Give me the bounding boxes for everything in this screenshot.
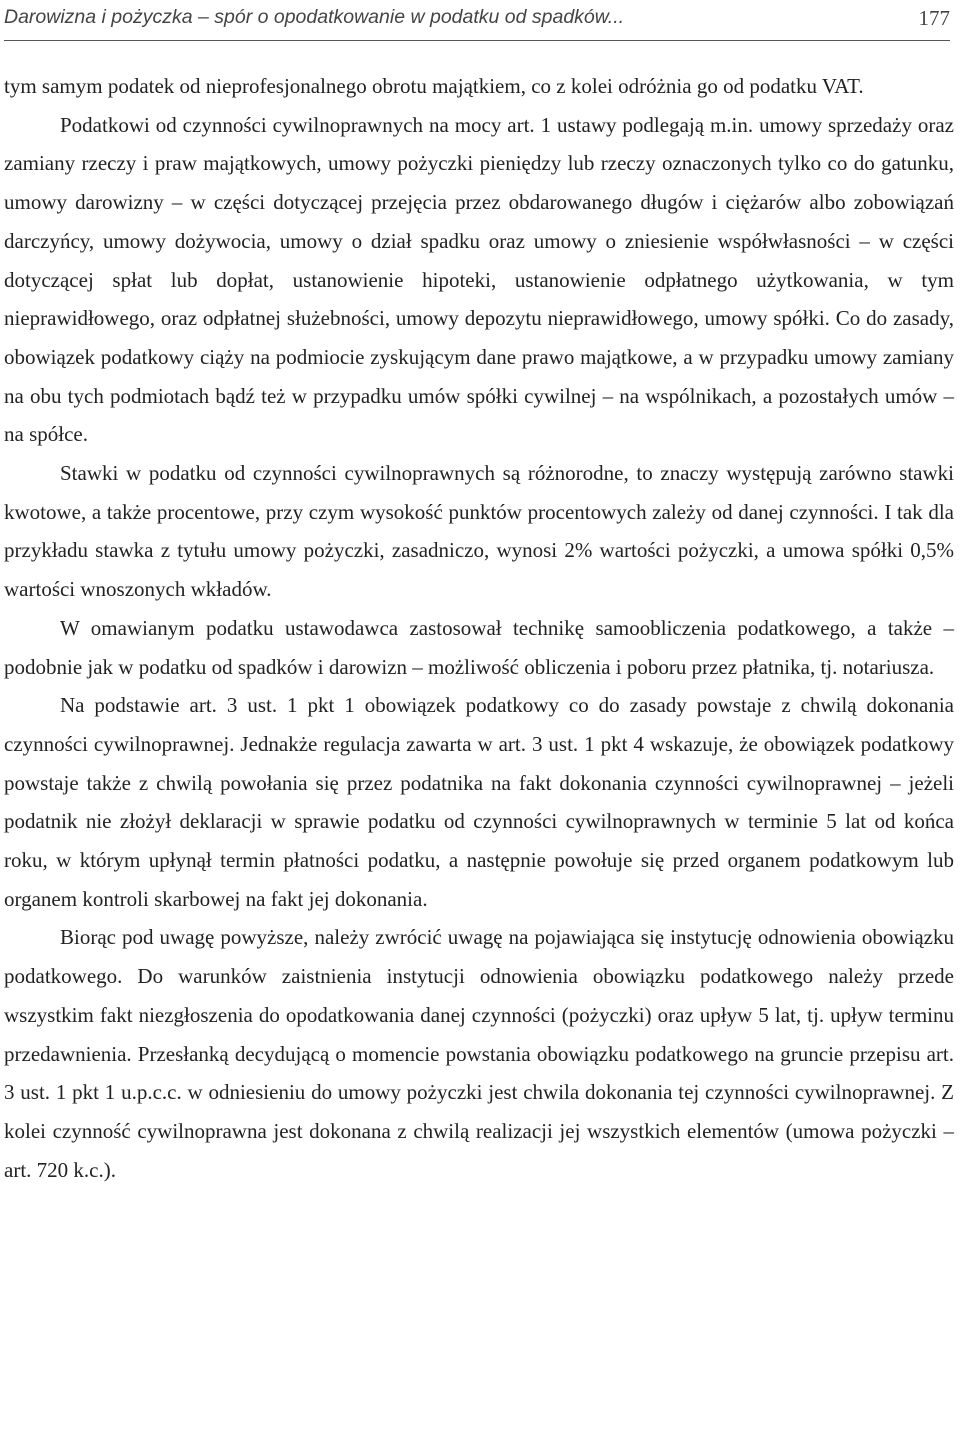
page-header xyxy=(4,6,950,41)
paragraph-tax-rates: Stawki w podatku od czynności cywilnoprawnych są różnorodne, to znaczy występują zarówno stawki kwotowe, a także procentowe, przy czym wysokość punktów procentowych zależy od danej czynności. I tak dla przykładu stawka z tytułu umowy pożyczki, zasadniczo, wynosi 2% wartości pożyczki, a umowa spółki 0,5% wartości wnoszonych wkładów. xyxy=(4,461,954,602)
page-number: 177 xyxy=(918,6,950,30)
paragraph-tax-obligation: Na podstawie art. 3 ust. 1 pkt 1 obowiązek podatkowy co do zasady powstaje z chwilą dokonania czynności cywilnoprawnej. Jednakże regulacja zawarta w art. 3 ust. 1 pkt 4 wskazuje, że obowiązek podatkowy powstaje także z chwilą powołania się przez podatnika na fakt dokonania czynności cywilnoprawnej – jeżeli podatnik nie złożył deklaracji w sprawie podatku od czynności cywilnoprawnych w terminie 5 lat od końca roku, w którym upłynął termin płatności podatku, a następnie powołuje się przed organem podatkowym lub organem kontroli skarbowej na fakt jej dokonania. xyxy=(4,693,954,911)
body-text xyxy=(4,67,954,1189)
running-title: Darowizna i pożyczka – spór o opodatkowanie w podatku od spadków... xyxy=(4,6,625,28)
paragraph-continuation: tym samym podatek od nieprofesjonalnego obrotu majątkiem, co z kolei odróżnia go od podatku VAT. xyxy=(4,74,864,98)
paragraph-taxable-contracts: Podatkowi od czynności cywilnoprawnych na mocy art. 1 ustawy podlegają m.in. umowy sprzedaży oraz zamiany rzeczy i praw majątkowych, umowy pożyczki pieniędzy lub rzeczy oznaczonych tylko co do gatunku, umowy darowizny – w części dotyczącej przejęcia przez obdarowanego długów i ciężarów albo zobowiązań darczyńcy, umowy dożywocia, umowy o dział spadku oraz umowy o zniesienie współwłasności – w części dotyczącej spłat lub dopłat, ustanowienie hipoteki, ustanowienie odpłatnego użytkowania, w tym nieprawidłowego, oraz odpłatnej służebności, umowy depozytu nieprawidłowego, umowy spółki. Co do zasady, obowiązek podatkowy ciąży na podmiocie zyskującym dane prawo majątkowe, a w przypadku umowy zamiany na obu tych podmiotach bądź też w przypadku umów spółki cywilnej – na wspólnikach, a pozostałych umów – na spółce. xyxy=(4,112,954,447)
paragraph-obligation-renewal: Biorąc pod uwagę powyższe, należy zwrócić uwagę na pojawiająca się instytucję odnowienia obowiązku podatkowego. Do warunków zaistnienia instytucji odnowienia obowiązku podatkowego należy przede wszystkim fakt niezgłoszenia do opodatkowania danej czynności (pożyczki) oraz upływ 5 lat, tj. upływ terminu przedawnienia. Przesłanką decydującą o momencie powstania obowiązku podatkowego na gruncie przepisu art. 3 ust. 1 pkt 1 u.p.c.c. w odniesieniu do umowy pożyczki jest chwila dokonania tej czynności cywilnoprawnej. Z kolei czynność cywilnoprawna jest dokonana z chwilą realizacji jej wszystkich elementów (umowa pożyczki – art. 720 k.c.). xyxy=(4,925,954,1182)
paragraph-self-assessment: W omawianym podatku ustawodawca zastosował technikę samoobliczenia podatkowego, a także – podobnie jak w podatku od spadków i darowizn – możliwość obliczenia i poboru przez płatnika, tj. notariusza. xyxy=(4,615,954,679)
